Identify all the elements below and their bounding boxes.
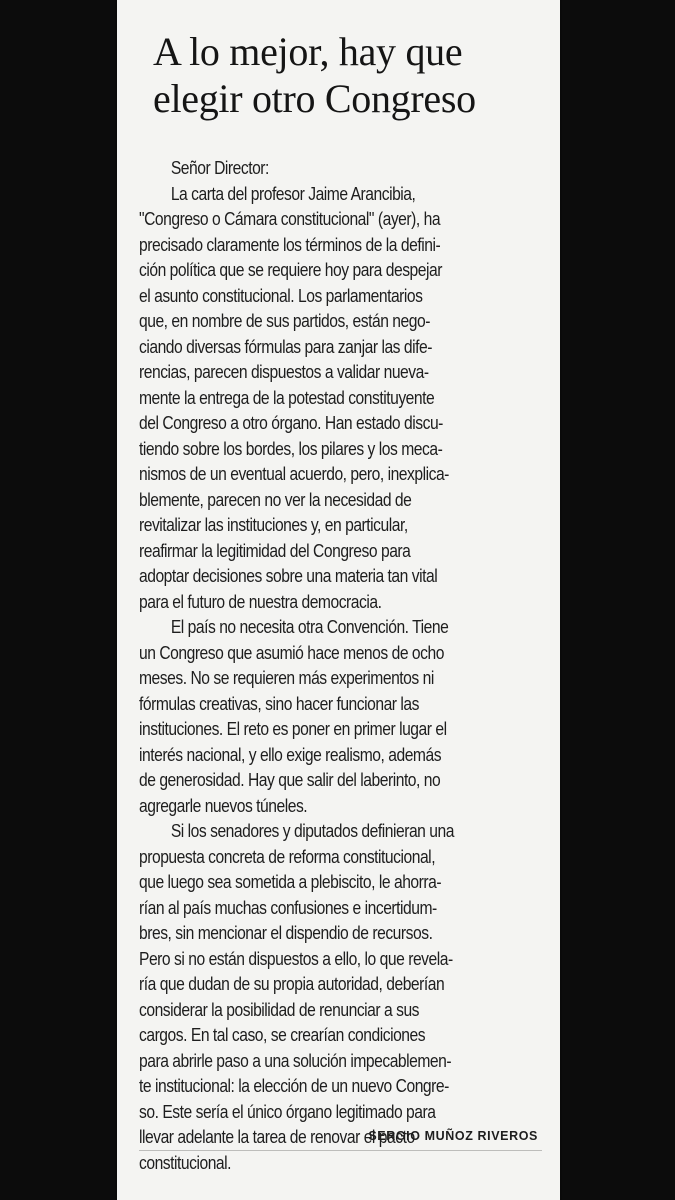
paragraph xyxy=(139,615,543,819)
paragraph-line: rían al país muchas confusiones e incertidum- xyxy=(139,897,437,918)
paragraph-line: constitucional. xyxy=(139,1152,232,1173)
paragraph-line: revitalizar las instituciones y, en particular, xyxy=(139,515,408,535)
salutation: Señor Director: xyxy=(170,158,269,178)
letter-headline xyxy=(153,28,542,122)
paragraph-line: ción política que se requiere hoy para despejar xyxy=(139,260,442,280)
paragraph-line: bres, sin mencionar el dispendio de recursos. xyxy=(139,923,433,943)
paragraph-line: tiendo sobre los bordes, los pilares y los meca- xyxy=(139,438,443,459)
paragraph-line: ciando diversas fórmulas para zanjar las dife- xyxy=(139,336,432,357)
paragraph-line: el asunto constitucional. Los parlamentarios xyxy=(139,285,423,306)
paragraph-line: rencias, parecen dispuestos a validar nueva- xyxy=(139,362,429,382)
paragraph-line: adoptar decisiones sobre una materia tan vital xyxy=(139,566,438,586)
paragraph-line: cargos. En tal caso, se crearían condiciones xyxy=(139,1025,426,1045)
paragraph xyxy=(139,182,543,616)
signature-rule xyxy=(139,1150,542,1151)
paragraph-line: del Congreso a otro órgano. Han estado discu- xyxy=(139,413,443,433)
paragraph-line: reafirmar la legitimidad del Congreso para xyxy=(139,540,411,561)
paragraph-line: un Congreso que asumió hace menos de ocho xyxy=(139,642,444,663)
paragraph-line: fórmulas creativas, sino hacer funcionar las xyxy=(139,693,419,714)
paragraph-line: de generosidad. Hay que salir del laberinto, no xyxy=(139,770,441,790)
paragraph-line: propuesta concreta de reforma constitucional, xyxy=(139,846,436,867)
paragraph-line: "Congreso o Cámara constitucional" (ayer), ha xyxy=(139,209,441,229)
paragraph-line: blemente, parecen no ver la necesidad de xyxy=(139,489,412,510)
paragraph-line: meses. No se requieren más experimentos ni xyxy=(139,668,434,688)
paragraph-line: para el futuro de nuestra democracia. xyxy=(139,591,382,612)
paragraph xyxy=(139,819,543,1176)
right-dark-border xyxy=(562,0,675,1200)
paragraph-line: instituciones. El reto es poner en primer lugar el xyxy=(139,719,447,739)
headline-line-1: A lo mejor, hay que xyxy=(153,29,463,74)
paragraph-line: El país no necesita otra Convención. Tiene xyxy=(170,617,449,637)
paragraph-line: Pero si no están dispuestos a ello, lo que revela- xyxy=(139,948,453,969)
paragraph-line: interés nacional, y ello exige realismo, además xyxy=(139,744,442,765)
letter-body xyxy=(139,156,543,1176)
paragraph-line: ría que dudan de su propia autoridad, deberían xyxy=(139,974,445,994)
paragraph-line: te institucional: la elección de un nuevo Congre- xyxy=(139,1076,449,1096)
paragraph-line: La carta del profesor Jaime Arancibia, xyxy=(170,183,416,204)
paragraph-line: considerar la posibilidad de renunciar a sus xyxy=(139,999,420,1020)
paragraph-line: que, en nombre de sus partidos, están nego- xyxy=(139,311,430,331)
paragraph-line: precisado claramente los términos de la defini- xyxy=(139,234,441,255)
paragraph-line: para abrirle paso a una solución impecablemen- xyxy=(139,1050,452,1071)
left-dark-border xyxy=(0,0,115,1200)
paragraph-line: so. Este sería el único órgano legitimado para xyxy=(139,1101,436,1122)
paragraph-line: agregarle nuevos túneles. xyxy=(139,795,308,816)
letter-paragraphs xyxy=(139,182,543,1177)
paragraph-line: nismos de un eventual acuerdo, pero, inexplica- xyxy=(139,464,449,484)
paragraph-line: que luego sea sometida a plebiscito, le ahorra- xyxy=(139,872,442,892)
headline-line-2: elegir otro Congreso xyxy=(153,76,476,121)
newspaper-clipping xyxy=(117,0,560,1200)
author-signature: SERGIO MUÑOZ RIVEROS xyxy=(368,1129,538,1143)
paragraph-line: llevar adelante la tarea de renovar el pacto xyxy=(139,1127,415,1147)
paragraph-line: mente la entrega de la potestad constituyente xyxy=(139,387,435,408)
paragraph-line: Si los senadores y diputados definieran una xyxy=(170,821,454,841)
